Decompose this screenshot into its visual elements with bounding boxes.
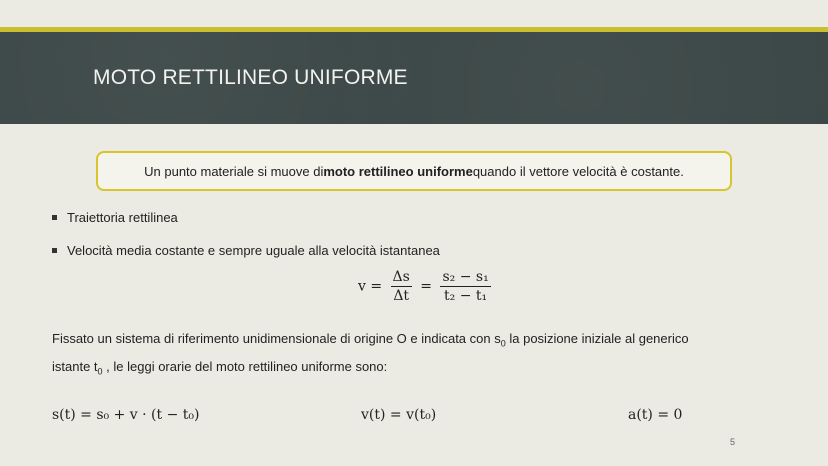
velocity-law: v(t) = v(t₀) xyxy=(361,407,437,423)
callout-text-bold: moto rettilineo uniforme xyxy=(323,163,473,179)
bullet-square-icon xyxy=(52,248,57,253)
fraction-delta xyxy=(391,268,412,305)
callout-text-before: Un punto materiale si muove di xyxy=(144,163,324,179)
position-law: s(t) = s₀ + v · (t − t₀) xyxy=(52,407,200,423)
formula-equals: = xyxy=(420,278,433,295)
description-line-2 xyxy=(52,354,774,385)
bullet-square-icon xyxy=(52,215,57,220)
definition-callout xyxy=(96,151,732,191)
paragraph-text: istante t xyxy=(52,359,98,374)
bullet-text: Traiettoria rettilinea xyxy=(67,210,178,225)
subscript: 0 xyxy=(500,338,506,349)
fraction-numerator: Δs xyxy=(392,269,410,285)
paragraph-text: la posizione iniziale al generico xyxy=(505,331,689,346)
acceleration-law: a(t) = 0 xyxy=(628,407,683,423)
formula-lhs: v = xyxy=(358,278,383,295)
bullet-text: Velocità media costante e sempre uguale alla velocità istantanea xyxy=(67,243,440,258)
subscript: 0 xyxy=(97,366,103,377)
bullet-item xyxy=(52,210,178,225)
callout-text-after: quando il vettore velocità è costante. xyxy=(472,163,684,179)
fraction-denominator: t₂ − t₁ xyxy=(444,288,488,304)
fraction-numerator: s₂ − s₁ xyxy=(442,269,489,285)
bullet-item xyxy=(52,243,440,258)
average-velocity-formula xyxy=(358,268,495,305)
paragraph-text: , le leggi orarie del moto rettilineo uniforme sono: xyxy=(102,359,388,374)
fraction-difference xyxy=(440,268,490,305)
page-number: 5 xyxy=(730,437,736,447)
paragraph-text: Fissato un sistema di riferimento unidimensionale di origine O e indicata con s xyxy=(52,331,501,346)
slide-title: MOTO RETTILINEO UNIFORME xyxy=(93,66,408,89)
fraction-denominator: Δt xyxy=(393,288,410,304)
description-line-1 xyxy=(52,326,774,357)
